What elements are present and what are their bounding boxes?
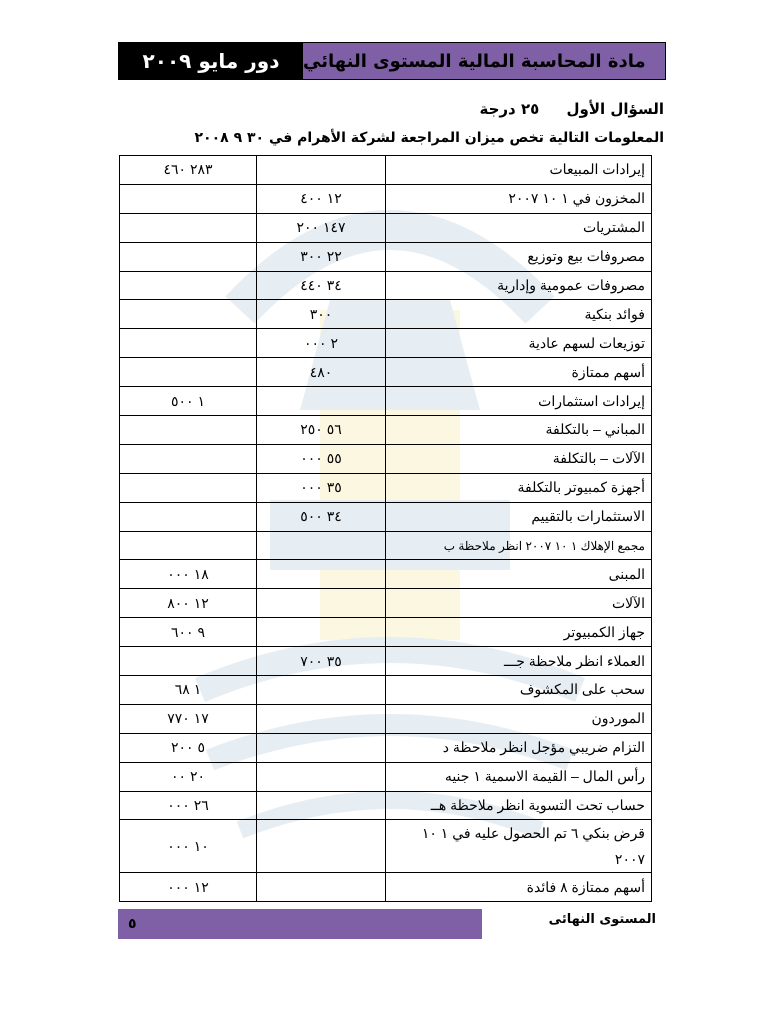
question-title: السؤال الأول <box>566 100 664 118</box>
credit-cell <box>120 416 257 445</box>
desc-cell: سحب على المكشوف <box>386 676 652 705</box>
debit-cell <box>257 873 386 902</box>
table-row <box>120 271 652 300</box>
desc-cell: الموردون <box>386 704 652 733</box>
table-row <box>120 156 652 185</box>
table-row <box>120 473 652 502</box>
credit-cell <box>120 647 257 676</box>
debit-cell: ٣٤ ٤٤٠ <box>257 271 386 300</box>
debit-cell <box>257 560 386 589</box>
table-row <box>120 416 652 445</box>
debit-cell: ٢٢ ٣٠٠ <box>257 242 386 271</box>
table-row <box>120 762 652 791</box>
debit-cell <box>257 387 386 416</box>
desc-cell: أسهم ممتازة ٨ فائدة <box>386 873 652 902</box>
trial-balance-table <box>119 155 652 902</box>
debit-cell: ٣٥ ٧٠٠ <box>257 647 386 676</box>
desc-cell: المشتريات <box>386 213 652 242</box>
debit-cell: ٥٦ ٢٥٠ <box>257 416 386 445</box>
table-row <box>120 531 652 560</box>
credit-cell: ١ ٥٠٠ <box>120 387 257 416</box>
credit-cell <box>120 358 257 387</box>
desc-cell: إيرادات المبيعات <box>386 156 652 185</box>
course-title: مادة المحاسبة المالية المستوى النهائي <box>303 43 665 79</box>
credit-cell: ١٠ ٠٠٠ <box>120 820 257 873</box>
desc-cell: الاستثمارات بالتقييم <box>386 502 652 531</box>
debit-cell: ١٤٧ ٢٠٠ <box>257 213 386 242</box>
credit-cell <box>120 213 257 242</box>
debit-cell: ٣٠٠ <box>257 300 386 329</box>
desc-cell: جهاز الكمبيوتر <box>386 618 652 647</box>
credit-cell: ٩ ٦٠٠ <box>120 618 257 647</box>
debit-cell <box>257 156 386 185</box>
desc-cell: مصروفات بيع وتوزيع <box>386 242 652 271</box>
credit-cell: ٢٦ ٠٠٠ <box>120 791 257 820</box>
table-row <box>120 213 652 242</box>
credit-cell: ١٢ ٨٠٠ <box>120 589 257 618</box>
credit-cell: ٢٨٣ ٤٦٠ <box>120 156 257 185</box>
debit-cell <box>257 589 386 618</box>
credit-cell <box>120 444 257 473</box>
debit-cell: ٣٥ ٠٠٠ <box>257 473 386 502</box>
table-row <box>120 560 652 589</box>
desc-cell: قرض بنكي ٦ تم الحصول عليه في ١ ١٠ ٢٠٠٧ <box>386 820 652 873</box>
question-intro: المعلومات التالية تخص ميزان المراجعة لشركة الأهرام في ٣٠ ٩ ٢٠٠٨ <box>194 130 664 146</box>
table-row <box>120 300 652 329</box>
table-row <box>120 387 652 416</box>
credit-cell <box>120 531 257 560</box>
desc-cell: المباني – بالتكلفة <box>386 416 652 445</box>
debit-cell <box>257 820 386 873</box>
debit-cell <box>257 618 386 647</box>
credit-cell: ١٧ ٧٧٠ <box>120 704 257 733</box>
desc-cell: فوائد بنكية <box>386 300 652 329</box>
debit-cell <box>257 676 386 705</box>
table-row <box>120 676 652 705</box>
credit-cell: ١ ٦٨ <box>120 676 257 705</box>
credit-cell <box>120 242 257 271</box>
footer-level-label: المستوى النهائى <box>548 912 656 927</box>
desc-cell: المبنى <box>386 560 652 589</box>
table-row <box>120 791 652 820</box>
table-row <box>120 733 652 762</box>
credit-cell: ٥ ٢٠٠ <box>120 733 257 762</box>
credit-cell <box>120 329 257 358</box>
credit-cell: ١٢ ٠٠٠ <box>120 873 257 902</box>
table-row <box>120 242 652 271</box>
question-grade: ٢٥ درجة <box>479 100 540 118</box>
desc-cell: مجمع الإهلاك ١ ١٠ ٢٠٠٧ انظر ملاحظة ب <box>386 531 652 560</box>
credit-cell <box>120 473 257 502</box>
credit-cell: ٢٠ ٠٠ <box>120 762 257 791</box>
desc-cell: رأس المال – القيمة الاسمية ١ جنيه <box>386 762 652 791</box>
table-row <box>120 444 652 473</box>
credit-cell <box>120 502 257 531</box>
table-row <box>120 873 652 902</box>
debit-cell: ٤٨٠ <box>257 358 386 387</box>
desc-cell: أسهم ممتازة <box>386 358 652 387</box>
table-row <box>120 618 652 647</box>
desc-cell: الآلات – بالتكلفة <box>386 444 652 473</box>
desc-cell: أجهزة كمبيوتر بالتكلفة <box>386 473 652 502</box>
debit-cell: ٢ ٠٠٠ <box>257 329 386 358</box>
debit-cell <box>257 733 386 762</box>
exam-session: دور مايو ٢٠٠٩ <box>119 43 303 79</box>
desc-cell: العملاء انظر ملاحظة جـــ <box>386 647 652 676</box>
page-number: ٥ <box>128 916 137 932</box>
page-header <box>118 42 666 80</box>
table-row <box>120 329 652 358</box>
desc-cell: مصروفات عمومية وإدارية <box>386 271 652 300</box>
desc-cell: حساب تحت التسوية انظر ملاحظة هــ <box>386 791 652 820</box>
table-row <box>120 502 652 531</box>
table-row <box>120 704 652 733</box>
debit-cell: ١٢ ٤٠٠ <box>257 184 386 213</box>
desc-cell: إيرادات استثمارات <box>386 387 652 416</box>
debit-cell: ٥٥ ٠٠٠ <box>257 444 386 473</box>
table-row <box>120 184 652 213</box>
debit-cell <box>257 791 386 820</box>
desc-cell: المخزون في ١ ١٠ ٢٠٠٧ <box>386 184 652 213</box>
debit-cell: ٣٤ ٥٠٠ <box>257 502 386 531</box>
table-row <box>120 358 652 387</box>
table-row <box>120 647 652 676</box>
page-footer-bar <box>118 909 482 939</box>
credit-cell <box>120 271 257 300</box>
desc-cell: التزام ضريبي مؤجل انظر ملاحظة د <box>386 733 652 762</box>
debit-cell <box>257 704 386 733</box>
table-row <box>120 589 652 618</box>
desc-cell: توزيعات لسهم عادية <box>386 329 652 358</box>
credit-cell <box>120 300 257 329</box>
table-row <box>120 820 652 873</box>
debit-cell <box>257 531 386 560</box>
debit-cell <box>257 762 386 791</box>
question-heading <box>480 100 665 118</box>
credit-cell <box>120 184 257 213</box>
desc-cell: الآلات <box>386 589 652 618</box>
credit-cell: ١٨ ٠٠٠ <box>120 560 257 589</box>
